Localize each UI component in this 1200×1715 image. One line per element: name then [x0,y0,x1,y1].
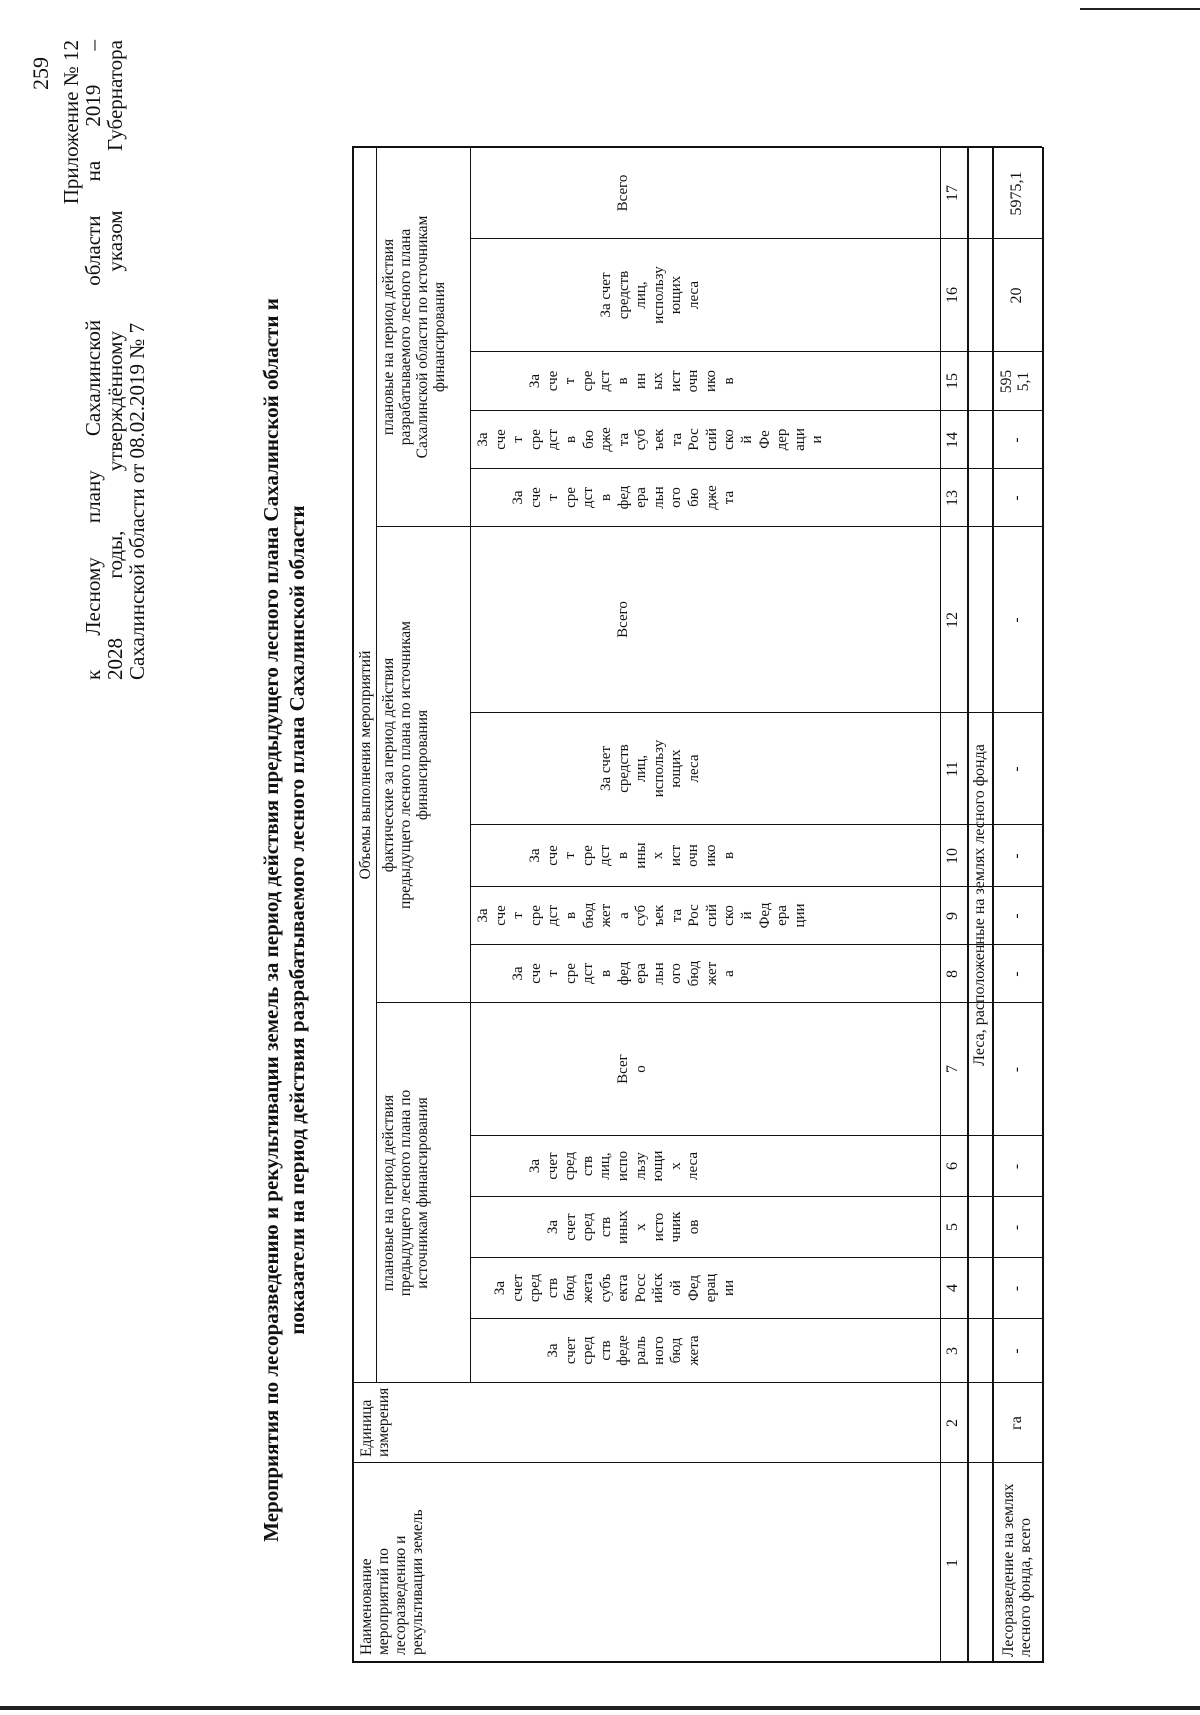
subheader-fragment: х [632,1223,649,1231]
table-line-colnums [940,147,941,1663]
col-number-7: 7 [944,1065,961,1073]
row-col13: - [1008,495,1025,501]
subheader-fragment: бюд [668,1337,685,1364]
subheader-fragment: дст [597,370,614,392]
title-line-1: Мероприятия по лесоразведению и рекультивации земель за период действия предыдущего лесного плана Сахалинской области и [259,298,283,1542]
subheader-fragment: ств [597,1340,614,1361]
subheader-col15 [527,352,738,410]
subheader-fragment: сред [527,1273,544,1303]
subheader-col8 [510,945,739,1002]
row-col11: - [1008,766,1025,772]
subheader-fragment: ъек [650,904,667,927]
appendix-line-1: Приложение № 12 [59,40,83,205]
subheader-fragment: в [614,851,631,860]
subheader-fragment: в [597,493,614,502]
subheader-fragment: Фед [756,902,773,929]
subheader-fragment: ного [650,1336,667,1365]
subheader-col6 [527,1136,703,1196]
subheader-fragment: сий [703,428,720,451]
col-number-9: 9 [944,912,961,920]
col-sep-16-17 [470,238,992,239]
subheader-col12 [615,527,633,712]
subheader-fragment: ерац [703,1273,720,1303]
subheader-fragment: сче [527,487,544,508]
subheader-fragment: леса [685,754,702,783]
subheader-fragment: ины [632,842,649,869]
subheader-fragment: а [721,970,738,977]
subheader-fragment: феде [615,1335,632,1366]
subheader-fragment: ющих [668,275,685,315]
subheader-col7 [615,1003,650,1135]
subheader-fragment: т [545,970,562,977]
subheader-fragment: суб [633,428,650,451]
subheader-fragment: ющих [668,749,685,788]
subheader-fragment: бюд [562,1275,579,1301]
subheader-fragment: т [545,494,562,501]
col-number-1: 1 [944,1559,961,1567]
subheader-fragment: льн [650,962,667,985]
subheader-fragment: ого [668,963,685,984]
table-line-sub [470,147,471,1383]
subheader-fragment: ств [544,1277,561,1299]
appendix-line-3: 2028 годы, утверждённому указом Губернатора [103,40,127,680]
subheader-fragment: сре [579,845,596,866]
subheader-fragment: ой [667,1280,684,1296]
subheader-fragment: ции [791,903,808,928]
subheader-fragment: бю [580,430,597,449]
row-col6: - [1008,1163,1025,1170]
subheader-fragment: субъ [597,1273,614,1303]
subheader-fragment: ии [720,1279,737,1297]
subheader-fragment: т [510,912,527,919]
subheader-fragment: леса [685,281,702,310]
table-border-left [352,1662,1042,1664]
subheader-fragment: ера [774,905,791,926]
subheader-fragment: леса [685,1152,702,1181]
subheader-fragment: х [650,851,667,860]
row-col8: - [1008,971,1025,977]
subheader-fragment: ин [632,372,649,390]
subheader-fragment: сче [544,845,561,866]
subheader-fragment: фед [615,961,632,986]
title-line-2: показатели на период действия разрабатываемого лесного плана Сахалинской области [285,505,309,1335]
subheader-fragment: бюд [685,960,702,987]
subheader-fragment: сре [562,963,579,984]
header-planned-prev: плановые на период действия предыдущего лесного плана по источникам финансирования [380,1089,431,1297]
row-unit: га [1008,1416,1025,1430]
subheader-fragment: в [562,435,579,444]
subheader-fragment: в [562,911,579,920]
subheader-fragment: дже [598,427,615,452]
subheader-fragment: фед [615,485,632,510]
subheader-fragment: ъек [650,428,667,451]
col-sep-2-3 [352,1382,992,1383]
col-number-11: 11 [944,761,961,777]
col-number-8: 8 [944,970,961,978]
subheader-fragment: сий [703,904,720,927]
subheader-fragment: сред [580,1212,597,1242]
subheader-fragment: лиц, [633,754,650,783]
row-col17: 5975,1 [1008,171,1025,216]
subheader-fragment: счет [509,1274,526,1302]
col-number-6: 6 [944,1162,961,1170]
subheader-fragment: использу [650,266,667,324]
subheader-fragment: За [475,908,491,923]
subheader-fragment: ера [633,963,650,984]
subheader-fragment: екта [615,1274,632,1302]
subheader-fragment: в [720,377,737,385]
subheader-fragment: дже [703,485,720,510]
subheader-fragment: дст [545,429,562,450]
subheader-fragment: ера [633,487,650,508]
subheader-col11 [598,713,704,824]
subheader-fragment: счет [562,1336,579,1365]
subheader-fragment: жет [703,961,720,986]
subheader-fragment: очн [685,369,702,393]
subheader-fragment: чник [668,1211,685,1243]
row-col16: 20 [1008,287,1025,304]
subheader-fragment: За [492,1280,508,1296]
subheader-fragment: льзу [632,1152,649,1180]
subheader-fragment: х [667,1162,684,1170]
page-number: 259 [28,57,53,90]
subheader-fragment: За [510,490,526,505]
table-border-bottom [1042,147,1044,1663]
row-col5: - [1008,1224,1025,1231]
subheader-fragment: ств [597,1216,614,1238]
subheader-fragment: дст [597,845,614,866]
col-sep-11-12 [470,712,992,713]
table-line-section [992,147,994,1663]
subheader-fragment: ико [702,844,719,867]
subheader-fragment: т [510,436,527,443]
subheader-col14 [475,411,827,468]
subheader-fragment: ийск [650,1273,667,1303]
subheader-fragment: За счет [598,745,614,792]
subheader-fragment: сре [527,905,544,926]
subheader-fragment: За [527,1158,543,1174]
header-volumes: Объемы выполнения мероприятий [357,650,374,880]
subheader-fragment: очн [685,844,702,867]
measures-table [0,148,1200,1663]
subheader-fragment: та [668,908,685,923]
subheader-fragment: Всего [615,174,631,212]
subheader-fragment: иных [615,1210,632,1244]
subheader-fragment: Росс [632,1273,649,1303]
row-name: Лесоразведение на землях лесного фонда, всего [1000,1483,1034,1657]
row-col7: - [1008,1066,1025,1073]
subheader-fragment: ющи [650,1150,667,1182]
header-planned-new: плановые на период действия разрабатываемого лесного плана Сахалинской области по источникам финансирования [380,215,448,459]
row-col14: - [1008,437,1025,443]
subheader-fragment: жет [598,903,615,928]
subheader-fragment: Всег [615,1054,631,1084]
subheader-col9 [475,887,809,944]
subheader-fragment: сред [562,1151,579,1181]
subheader-fragment: й [738,911,755,920]
subheader-fragment: та [668,432,685,447]
subheader-fragment: За [510,966,526,981]
subheader-col3 [545,1319,703,1382]
subheader-fragment: сче [544,370,561,392]
subheader-fragment: исто [650,1212,667,1242]
subheader-fragment: ско [721,429,738,450]
subheader-col10 [527,825,738,886]
subheader-fragment: испо [614,1150,631,1182]
subheader-fragment: и [809,435,826,444]
subheader-col4 [492,1258,738,1318]
appendix-line-4: Сахалинской области от 08.02.2019 № 7 [125,322,149,680]
col-number-3: 3 [944,1347,961,1355]
subheader-fragment: ист [667,844,684,867]
subheader-fragment: Фе [756,430,773,449]
subheader-fragment: ист [667,370,684,392]
subheader-fragment: За [527,373,543,389]
subheader-fragment: За [545,1343,561,1358]
subheader-fragment: Фед [685,1275,702,1301]
subheader-col13 [510,469,739,526]
subheader-fragment: сред [580,1336,597,1365]
subheader-fragment: та [615,432,632,447]
col-number-16: 16 [944,287,961,303]
table-border-top [352,147,354,1663]
subheader-fragment: средств [615,744,632,793]
subheader-fragment: средств [615,270,632,320]
subheader-fragment: дст [580,963,597,984]
row-col4: - [1008,1285,1025,1292]
subheader-fragment: аци [791,428,808,451]
subheader-fragment: ых [650,372,667,390]
col-number-4: 4 [944,1284,961,1292]
row-col9: - [1008,913,1025,919]
col-sep-12-13 [376,526,992,527]
col-number-12: 12 [944,612,961,628]
subheader-fragment: суб [633,904,650,927]
table-line-group [376,147,377,1383]
col-number-17: 17 [944,185,961,201]
table-line-colnums-bottom [967,147,969,1663]
subheader-fragment: в [720,851,737,860]
subheader-fragment: сче [492,905,509,926]
subheader-fragment: сре [562,487,579,508]
subheader-fragment: а [615,912,632,919]
subheader-fragment: лиц, [597,1152,614,1180]
col-sep-1-2 [352,1462,992,1463]
subheader-fragment: т [562,852,579,859]
col-number-2: 2 [944,1419,961,1427]
row-col3: - [1008,1348,1025,1354]
subheader-fragment: лиц, [633,281,650,309]
subheader-col5 [545,1197,703,1257]
subheader-fragment: Всего [615,601,631,638]
col-sep-7-8 [376,1002,992,1003]
subheader-col17 [615,148,633,238]
subheader-fragment: сче [492,429,509,450]
subheader-fragment: дер [774,428,791,451]
subheader-fragment: в [597,969,614,978]
subheader-col16 [598,239,704,351]
subheader-fragment: дст [545,905,562,926]
subheader-fragment: ств [579,1155,596,1177]
subheader-fragment: За [475,432,491,447]
subheader-fragment: льн [650,486,667,509]
subheader-fragment: жета [685,1335,702,1366]
subheader-fragment: ого [668,487,685,508]
subheader-fragment: жета [579,1272,596,1304]
subheader-fragment: За [527,848,543,863]
subheader-fragment: раль [632,1336,649,1365]
appendix-line-2: к Лесному плану Сахалинской области на 2019 – [81,40,105,680]
subheader-fragment: счет [562,1213,579,1241]
subheader-fragment: счет [544,1152,561,1180]
subheader-fragment: сче [527,963,544,984]
subheader-fragment: дст [580,487,597,508]
subheader-fragment: т [562,377,579,385]
header-actual-prev: фактические за период действия предыдущего лесного плана по источникам финансирования [380,621,431,909]
col-number-13: 13 [944,490,961,506]
subheader-fragment: та [721,490,738,505]
subheader-fragment: й [738,435,755,444]
subheader-fragment: сре [579,370,596,392]
row-col12: - [1008,617,1025,623]
subheader-fragment: использу [650,739,667,798]
col-number-14: 14 [944,432,961,448]
row-col10: - [1008,853,1025,859]
subheader-fragment: За [545,1219,561,1235]
row-col15: 595 5,1 [998,369,1032,394]
section-title: Леса, расположенные на землях лесного фонда [971,744,988,1066]
col-number-15: 15 [944,373,961,389]
subheader-fragment: Рос [686,428,703,451]
header-unit: Единица измерения [358,1387,392,1457]
subheader-fragment: сре [527,429,544,450]
subheader-fragment: в [614,377,631,385]
subheader-fragment: ико [702,369,719,393]
col-number-10: 10 [944,848,961,864]
subheader-fragment: о [632,1065,649,1073]
header-name: Наименование мероприятий по лесоразведению и рекультивации земель [358,1509,426,1655]
subheader-fragment: ов [685,1219,702,1235]
subheader-fragment: бюд [580,902,597,929]
subheader-fragment: За счет [598,272,614,318]
col-number-5: 5 [944,1223,961,1231]
subheader-fragment: ско [721,905,738,926]
subheader-fragment: Рос [686,904,703,927]
table-border-right [352,147,1042,149]
subheader-fragment: бю [685,488,702,507]
